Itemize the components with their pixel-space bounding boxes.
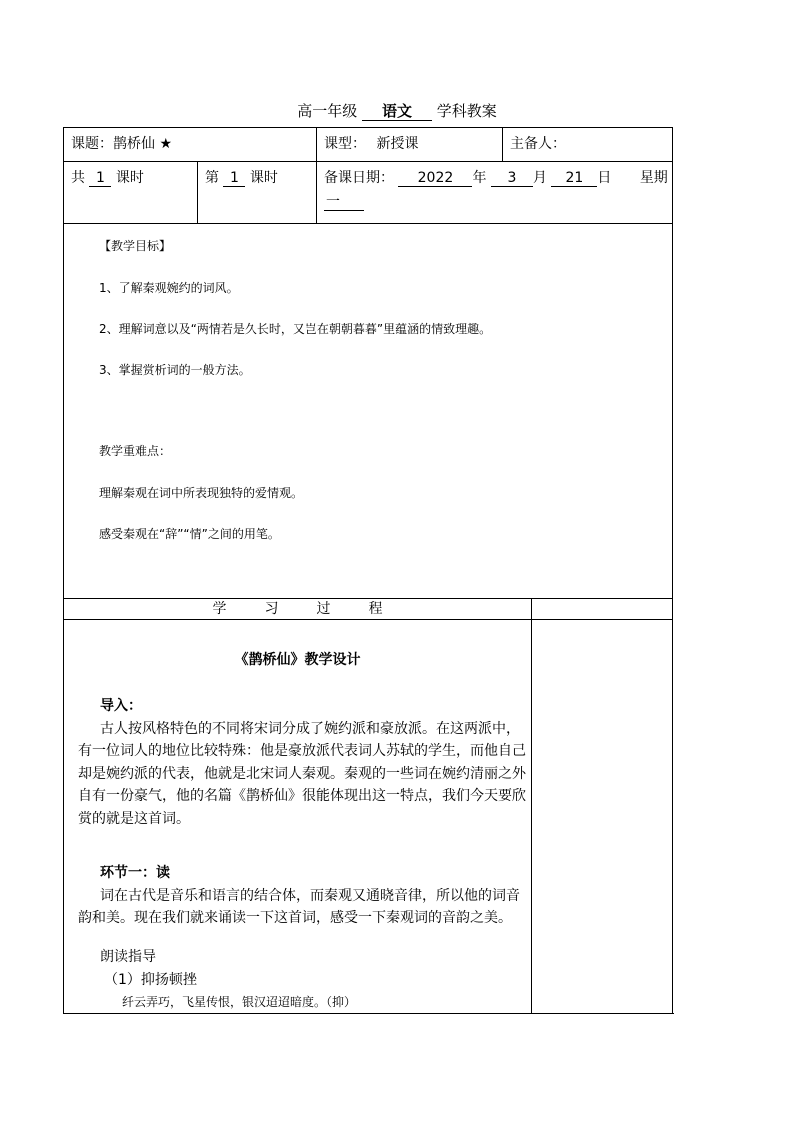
month-unit: 月	[532, 170, 547, 186]
topic-label: 课题：	[71, 136, 113, 152]
type-value: 新授课	[376, 136, 419, 152]
reading-guide-item: （1）抑扬顿挫	[104, 971, 197, 988]
step1-heading: 环节一：读	[100, 865, 170, 881]
key-point-item: 理解秦观在词中所表现独特的爱情观。	[99, 486, 304, 500]
year-value: 2022	[398, 170, 472, 187]
teaching-design-cell	[64, 620, 532, 1014]
step1-text: 词在古代是音乐和语言的结合体，而秦观又通晓音律，所以他的词音韵和美。现在我们就来诵读一下这首词，感受一下秦观词的音韵之美。	[78, 887, 520, 926]
weekday-value: 一	[324, 194, 364, 211]
goal-item: 3、掌握赏析词的一般方法。	[99, 363, 251, 377]
star-icon: ★	[159, 136, 173, 152]
title-suffix: 学科教案	[436, 102, 497, 120]
current-hour-value: 1	[223, 170, 245, 187]
total-hours-cell	[64, 162, 198, 224]
document-title	[0, 100, 794, 122]
day-value: 21	[551, 170, 597, 187]
goal-item: 2、理解词意以及“两情若是久长时，又岂在朝朝暮暮”里蕴涵的情致理趣。	[99, 322, 492, 336]
intro-section	[78, 695, 532, 830]
type-cell	[317, 128, 503, 162]
teaching-goals-cell	[64, 224, 673, 599]
day-unit: 日	[597, 170, 612, 186]
total-suffix: 课时	[115, 170, 144, 186]
key-points-heading: 教学重难点：	[99, 444, 172, 458]
total-prefix: 共	[71, 170, 85, 186]
total-hours-value: 1	[89, 170, 111, 187]
lesson-plan-table	[63, 127, 673, 1014]
goal-item: 1、了解秦观婉约的词风。	[99, 281, 239, 295]
type-label: 课型：	[324, 136, 366, 152]
subject-value: 语文	[362, 102, 432, 121]
current-prefix: 第	[205, 170, 219, 186]
year-unit: 年	[472, 170, 487, 186]
intro-text: 古人按风格特色的不同将宋词分成了婉约派和豪放派。在这两派中，有一位词人的地位比较特殊：他是豪放派代表词人苏轼的学生，而他自己却是婉约派的代表，他就是北宋词人秦观。秦观的一些词在婉约清丽之外自有一份豪气，他的名篇《鹊桥仙》很能体现出这一特点，我们今天要欣赏的就是这首词。	[78, 720, 526, 827]
goals-heading: 【教学目标】	[99, 239, 172, 253]
step1-section	[78, 862, 532, 930]
date-label: 备课日期：	[324, 170, 394, 186]
reading-guide-section	[78, 946, 532, 1014]
topic-cell	[64, 128, 317, 162]
weekday-label: 星期	[639, 170, 668, 186]
poem-line: 纤云弄巧，飞星传恨，银汉迢迢暗度。（抑）	[122, 995, 357, 1009]
grade-label: 高一年级	[297, 102, 358, 120]
design-title: 《鹊桥仙》教学设计	[234, 652, 361, 668]
reading-guide-heading: 朗读指导	[100, 949, 156, 965]
month-value: 3	[491, 170, 533, 187]
table-bottom-border	[64, 1013, 674, 1014]
preparer-label: 主备人：	[510, 136, 566, 152]
preparer-cell	[503, 128, 673, 162]
prep-date-cell	[317, 162, 673, 224]
current-suffix: 课时	[249, 170, 278, 186]
learning-process-heading: 学习过程	[64, 599, 532, 620]
key-point-item: 感受秦观在“辞”“情”之间的用笔。	[99, 527, 280, 541]
current-hour-cell	[198, 162, 317, 224]
design-side-notes-cell	[532, 620, 673, 1014]
process-side-heading	[532, 599, 673, 620]
topic-value: 鹊桥仙	[113, 136, 155, 152]
intro-heading: 导入：	[100, 698, 142, 714]
